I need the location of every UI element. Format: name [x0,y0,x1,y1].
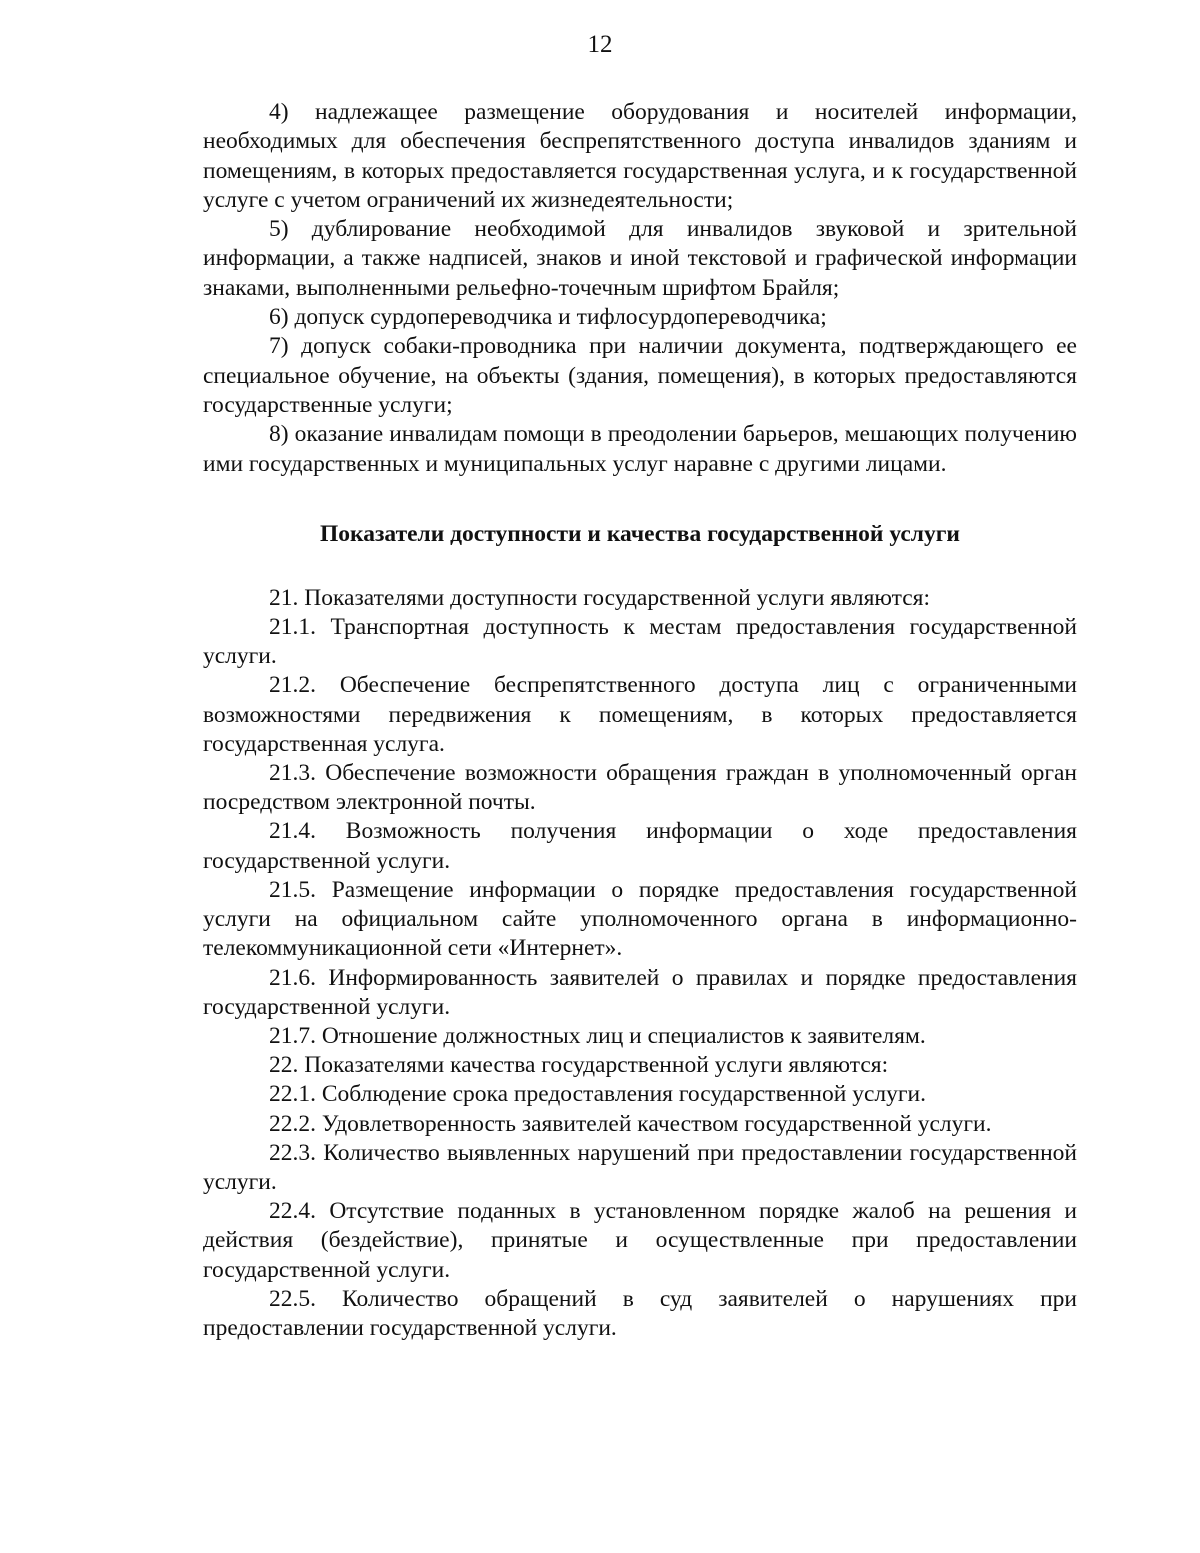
list-item: 4) надлежащее размещение оборудования и носителей информации, необходимых для обеспечения беспрепятственного доступа инвалидов зданиям и помещениям, в которых предоставляется государственная услуга, и к государственной услуге с учетом ограничений их жизнедеятельности; [203,99,1077,213]
list-item: 22.5. Количество обращений в суд заявителей о нарушениях при предоставлении государственной услуги. [203,1285,1077,1341]
list-item: 22.2. Удовлетворенность заявителей качеством государственной услуги. [269,1110,992,1137]
list-item: 7) допуск собаки-проводника при наличии документа, подтверждающего ее специальное обучение, на объекты (здания, помещения), в которых предоставляются государственные услуги; [203,333,1077,418]
list-item: 21.7. Отношение должностных лиц и специалистов к заявителям. [269,1022,926,1049]
list-item: 21.2. Обеспечение беспрепятственного доступа лиц с ограниченными возможностями передвижения к помещениям, в которых предоставляется государственная услуга. [203,672,1077,757]
list-item: 22.4. Отсутствие поданных в установленном порядке жалоб на решения и действия (бездействие), принятые и осуществленные при предоставлении государственной услуги. [203,1198,1077,1283]
list-item: 22. Показателями качества государственной услуги являются: [269,1052,889,1079]
document-body [203,98,1077,1343]
list-item: 21.6. Информированность заявителей о правилах и порядке предоставления государственной услуги. [203,964,1077,1020]
page-number: 12 [587,31,613,58]
list-item: 22.3. Количество выявленных нарушений при предоставлении государственной услуги. [203,1139,1077,1195]
list-item: 6) допуск сурдопереводчика и тифлосурдопереводчика; [269,304,827,331]
list-item: 8) оказание инвалидам помощи в преодолении барьеров, мешающих получению ими государственных и муниципальных услуг наравне с другими лицами. [203,421,1077,477]
list-item: 21.1. Транспортная доступность к местам предоставления государственной услуги. [203,614,1077,670]
indicators-list [203,584,1077,1343]
list-item: 5) дублирование необходимой для инвалидов звуковой и зрительной информации, а также надписей, знаков и иной текстовой и графической информации знаками, выполненными рельефно-точечным шрифтом Брайля; [203,216,1077,301]
list-item: 22.1. Соблюдение срока предоставления государственной услуги. [269,1081,926,1108]
list-item: 21. Показателями доступности государственной услуги являются: [269,584,931,611]
list-item: 21.4. Возможность получения информации о ходе предоставления государственной услуги. [203,818,1077,874]
list-item: 21.3. Обеспечение возможности обращения граждан в уполномоченный орган посредством электронной почты. [203,760,1077,816]
list-item: 21.5. Размещение информации о порядке предоставления государственной услуги на официальном сайте уполномоченного органа в информационно-телекоммуникационной сети «Интернет». [203,876,1077,962]
section-heading: Показатели доступности и качества государственной услуги [320,520,960,547]
accessibility-measures-list [203,98,1077,479]
